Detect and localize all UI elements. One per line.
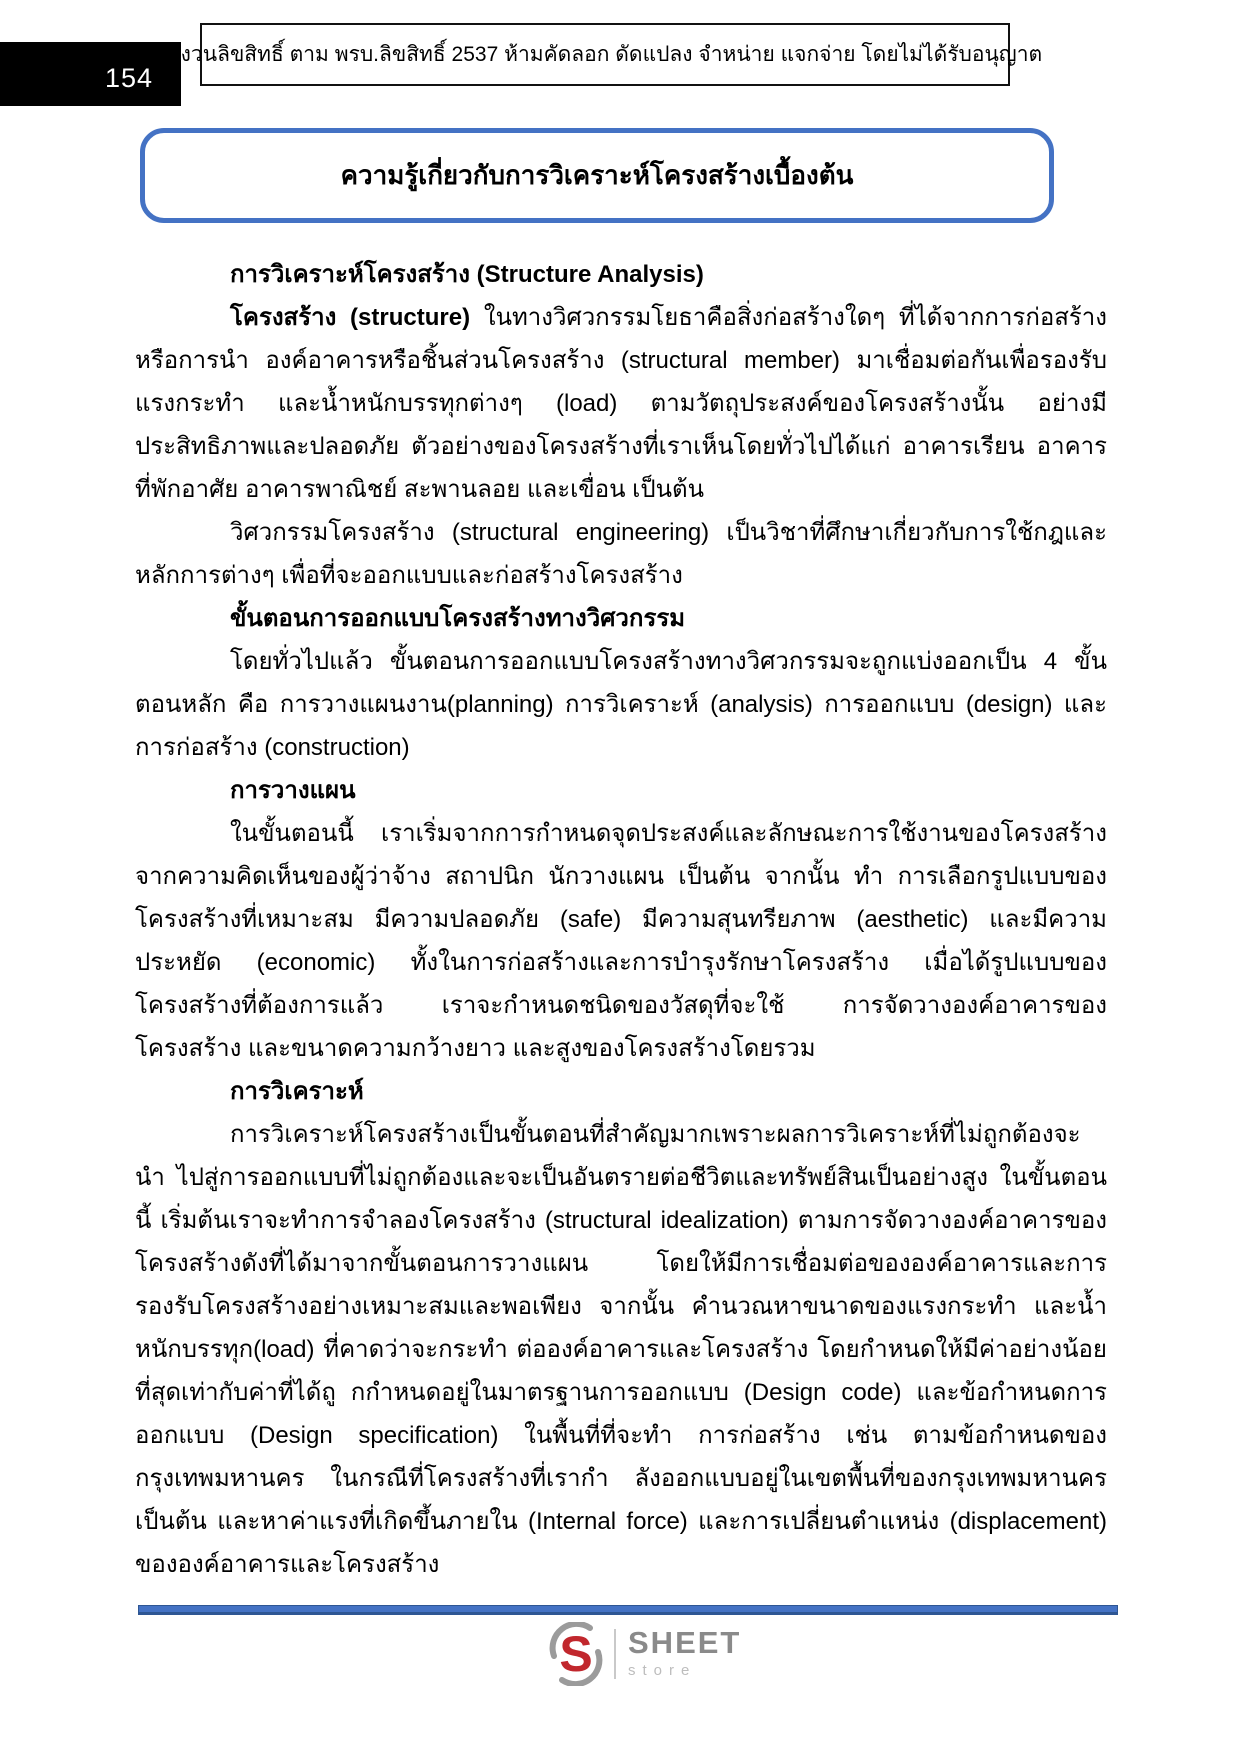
section-heading-design-steps: ขั้นตอนการออกแบบโครงสร้างทางวิศวกรรม [230, 605, 686, 632]
s-logo-letter: S [559, 1626, 593, 1682]
page-number-box [0, 42, 181, 106]
footer-logo [548, 1622, 741, 1686]
page-title: ความรู้เกี่ยวกับการวิเคราะห์โครงสร้างเบื้องต้น [340, 160, 854, 190]
page-number: 154 [104, 62, 153, 93]
paragraph-planning: ในขั้นตอนนี้ เราเริ่มจากการกำหนดจุดประสงค์และลักษณะการใช้งานของโครงสร้างจากความคิดเห็นของผู้ว่าจ้าง สถาปนิก นักวางแผน เป็นต้น จากนั้น ทำ การเลือกรูปแบบของโครงสร้างที่เหมาะสม มีความปลอดภัย (safe) มีความสุนทรียภาพ (aesthetic) และมีความประหยัด (economic) ทั้งในการก่อสร้างและการบำรุงรักษาโครงสร้าง เมื่อได้รูปแบบของโครงสร้างที่ต้องการแล้ว เราจะกำหนดชนิดของวัสดุที่จะใช้ การจัดวางองค์อาคารของโครงสร้าง และขนาดความกว้างยาว และสูงของโครงสร้างโดยรวม [135, 820, 1107, 1062]
brand-name: SHEET [628, 1625, 742, 1660]
section-heading-analysis: การวิเคราะห์ [230, 1078, 364, 1105]
paragraph-structure-lead: โครงสร้าง (structure) [230, 304, 471, 331]
paragraph-structure [135, 296, 1107, 511]
copyright-box [167, 23, 1043, 86]
paragraph-structural-engineering: วิศวกรรมโครงสร้าง (structural engineering) เป็นวิชาที่ศึกษาเกี่ยวกับการใช้กฎและหลักการต่างๆ เพื่อที่จะออกแบบและก่อสร้างโครงสร้าง [135, 519, 1107, 589]
copyright-text: สงวนลิขสิทธิ์ ตาม พรบ.ลิขสิทธิ์ 2537 ห้ามคัดลอก ดัดแปลง จำหน่าย แจกจ่าย โดยไม่ได้รับอนุญาต [167, 43, 1043, 66]
section-heading-structure-analysis: การวิเคราะห์โครงสร้าง (Structure Analysis) [230, 261, 704, 288]
s-logo-icon [548, 1622, 604, 1686]
content-area [135, 253, 1107, 1586]
brand-subtitle: store [628, 1662, 697, 1679]
title-box [140, 128, 1054, 223]
paragraph-design-steps: โดยทั่วไปแล้ว ขั้นตอนการออกแบบโครงสร้างทางวิศวกรรมจะถูกแบ่งออกเป็น 4 ขั้นตอนหลัก คือ การวางแผนงาน(planning) การวิเคราะห์ (analysis) การออกแบบ (design) และการก่อสร้าง (construction) [135, 648, 1107, 761]
footer-divider-bar [138, 1605, 1118, 1615]
logo-divider [614, 1629, 616, 1679]
paragraph-structure-rest: ในทางวิศวกรรมโยธาคือสิ่งก่อสร้างใดๆ ที่ได้จากการก่อสร้างหรือการนำ องค์อาคารหรือชิ้นส่วนโครงสร้าง (structural member) มาเชื่อมต่อกันเพื่อรองรับแรงกระทำ และน้ำหนักบรรทุกต่างๆ (load) ตามวัตถุประสงค์ของโครงสร้างนั้น อย่างมีประสิทธิภาพและปลอดภัย ตัวอย่างของโครงสร้างที่เราเห็นโดยทั่วไปได้แก่ อาคารเรียน อาคารที่พักอาศัย อาคารพาณิชย์ สะพานลอย และเขื่อน เป็นต้น [135, 304, 1107, 503]
logo-text [628, 1627, 741, 1681]
paragraph-analysis: การวิเคราะห์โครงสร้างเป็นขั้นตอนที่สำคัญมากเพราะผลการวิเคราะห์ที่ไม่ถูกต้องจะนำ ไปสู่การออกแบบที่ไม่ถูกต้องและจะเป็นอันตรายต่อชีวิตและทรัพย์สินเป็นอย่างสูง ในขั้นตอนนี้ เริ่มต้นเราจะทำการจำลองโครงสร้าง (structural idealization) ตามการจัดวางองค์อาคารของโครงสร้างดังที่ได้มาจากขั้นตอนการวางแผน โดยให้มีการเชื่อมต่อขององค์อาคารและการรองรับโครงสร้างอย่างเหมาะสมและพอเพียง จากนั้น คำนวณหาขนาดของแรงกระทำ และน้ำหนักบรรทุก(load) ที่คาดว่าจะกระทำ ต่อองค์อาคารและโครงสร้าง โดยกำหนดให้มีค่าอย่างน้อยที่สุดเท่ากับค่าที่ได้ถู กกำหนดอยู่ในมาตรฐานการออกแบบ (Design code) และข้อกำหนดการออกแบบ (Design specification) ในพื้นที่ที่จะทำ การก่อสร้าง เช่น ตามข้อกำหนดของกรุงเทพมหานคร ในกรณีที่โครงสร้างที่เรากำ ลังออกแบบอยู่ในเขตพื้นที่ของกรุงเทพมหานคร เป็นต้น และหาค่าแรงที่เกิดขึ้นภายใน (Internal force) และการเปลี่ยนตำแหน่ง (displacement) ขององค์อาคารและโครงสร้าง [135, 1121, 1107, 1578]
section-heading-planning: การวางแผน [230, 777, 356, 804]
